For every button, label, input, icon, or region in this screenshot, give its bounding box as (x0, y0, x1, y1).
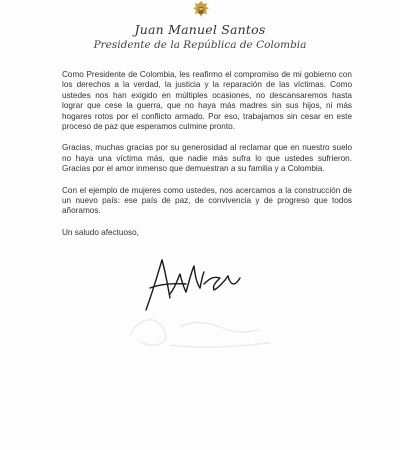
coat-of-arms-icon (190, 0, 212, 22)
letterhead-title: Presidente de la República de Colombia (93, 39, 307, 51)
letter-body (62, 70, 352, 249)
paragraph-2: Gracias, muchas gracias por su generosidad al reclamar que en nuestro suelo no haya una víctima más, que nadie más sufra lo que ustedes sufrieron. Gracias por el amor inmenso que demuestran a su familia y a Colombia. (62, 143, 352, 174)
letterhead-name: Juan Manuel Santos (134, 22, 266, 37)
paragraph-3: Con el ejemplo de mujeres como ustedes, nos acercamos a la construcción de un nuevo país: ese país de paz, de convivencia y de progreso que todos añoramos. (62, 185, 352, 216)
paragraph-1: Como Presidente de Colombia, les reafirmo el compromiso de mi gobierno con los derechos a la verdad, la justicia y la reparación de las víctimas. Como ustedes nos han exigido en múltiples ocasiones, no descansaremos hasta lograr que cese la guerra, que no haya más madres sin sus hijos, ni más hogares rotos por el conflicto armado. Por eso, trabajamos sin cesar en este proceso de paz que esperamos culmine pronto. (62, 70, 352, 132)
stamp-watermark (110, 305, 280, 355)
closing-line: Un saludo afectuoso, (62, 227, 139, 237)
